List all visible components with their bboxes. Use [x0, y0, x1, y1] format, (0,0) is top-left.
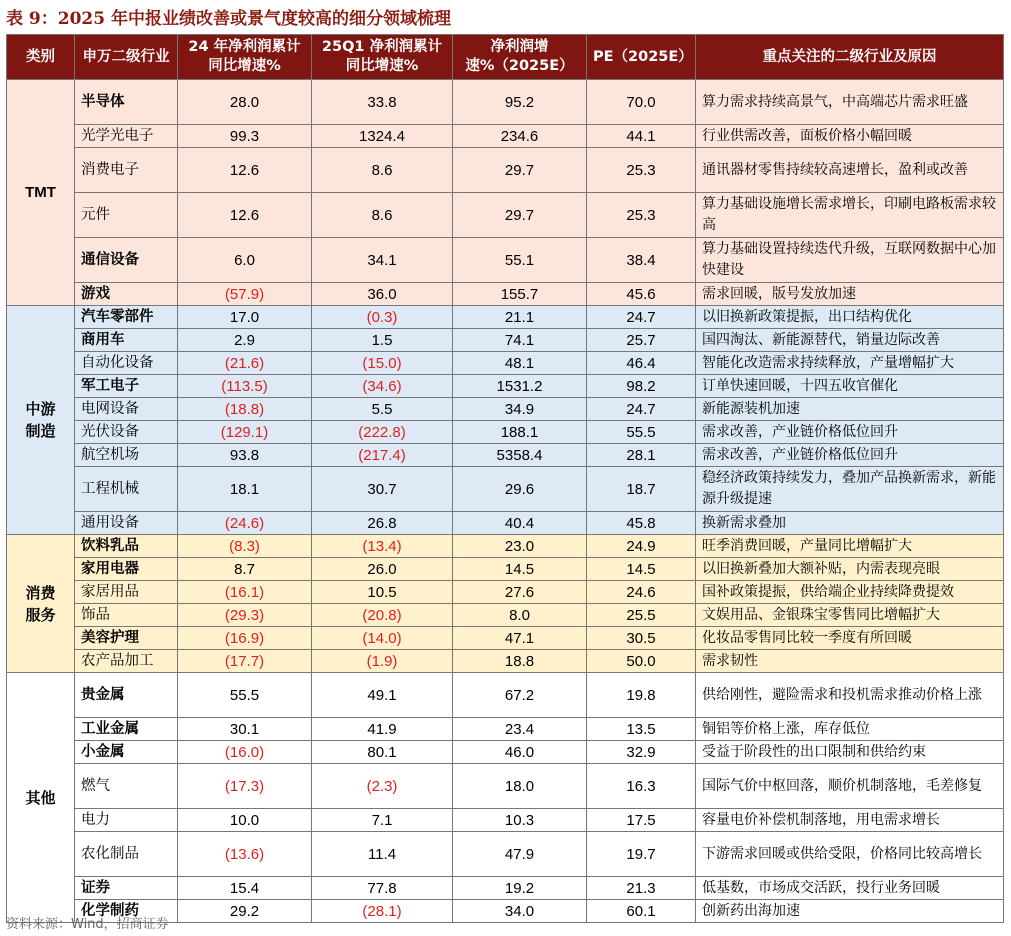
pe-2025e-cell: 98.2 [587, 375, 696, 398]
table-row [7, 398, 1004, 421]
table-row [7, 718, 1004, 741]
profit-growth-24-cell: (24.6) [178, 512, 312, 535]
profit-growth-24-cell: (129.1) [178, 421, 312, 444]
table-row [7, 512, 1004, 535]
pe-2025e-cell: 70.0 [587, 80, 696, 125]
table-row [7, 467, 1004, 512]
reason-cell: 以旧换新叠加大额补贴，内需表现亮眼 [696, 558, 1004, 581]
table-row [7, 352, 1004, 375]
reason-cell: 低基数，市场成交活跃，投行业务回暖 [696, 877, 1004, 900]
profit-growth-24-cell: (16.9) [178, 627, 312, 650]
profit-growth-25q1-cell: (222.8) [312, 421, 453, 444]
profit-growth-2025e-cell: 8.0 [453, 604, 587, 627]
profit-growth-25q1-cell: (1.9) [312, 650, 453, 673]
pe-2025e-cell: 16.3 [587, 764, 696, 809]
industry-cell: 工程机械 [75, 467, 178, 512]
profit-growth-24-cell: 30.1 [178, 718, 312, 741]
table-row [7, 148, 1004, 193]
profit-growth-25q1-cell: 1324.4 [312, 125, 453, 148]
table-row [7, 193, 1004, 238]
reason-cell: 受益于阶段性的出口限制和供给约束 [696, 741, 1004, 764]
reason-cell: 算力基础设施增长需求增长，印刷电路板需求较高 [696, 193, 1004, 238]
industry-cell: 工业金属 [75, 718, 178, 741]
pe-2025e-cell: 25.3 [587, 193, 696, 238]
reason-cell: 国补政策提振，供给端企业持续降费提效 [696, 581, 1004, 604]
profit-growth-2025e-cell: 18.8 [453, 650, 587, 673]
header-focus-reason: 重点关注的二级行业及原因 [696, 35, 1004, 80]
reason-cell: 算力基础设置持续迭代升级，互联网数据中心加快建设 [696, 238, 1004, 283]
pe-2025e-cell: 24.7 [587, 306, 696, 329]
profit-growth-24-cell: 10.0 [178, 809, 312, 832]
profit-growth-25q1-cell: (14.0) [312, 627, 453, 650]
industry-cell: 家用电器 [75, 558, 178, 581]
industry-cell: 证券 [75, 877, 178, 900]
profit-growth-24-cell: (16.0) [178, 741, 312, 764]
table-row [7, 283, 1004, 306]
category-cell-midstream-manufacturing: 中游制造 [7, 306, 75, 535]
profit-growth-2025e-cell: 27.6 [453, 581, 587, 604]
pe-2025e-cell: 25.5 [587, 604, 696, 627]
profit-growth-24-cell: 8.7 [178, 558, 312, 581]
profit-growth-25q1-cell: 8.6 [312, 148, 453, 193]
header-profit-growth-25q1: 25Q1 净利润累计同比增速% [312, 35, 453, 80]
profit-growth-24-cell: 93.8 [178, 444, 312, 467]
profit-growth-25q1-cell: (15.0) [312, 352, 453, 375]
table-row [7, 809, 1004, 832]
profit-growth-24-cell: 15.4 [178, 877, 312, 900]
industry-cell: 电网设备 [75, 398, 178, 421]
profit-growth-24-cell: (18.8) [178, 398, 312, 421]
table-row [7, 238, 1004, 283]
pe-2025e-cell: 19.8 [587, 673, 696, 718]
profit-growth-24-cell: 12.6 [178, 193, 312, 238]
profit-growth-2025e-cell: 18.0 [453, 764, 587, 809]
profit-growth-2025e-cell: 23.4 [453, 718, 587, 741]
industry-cell: 农化制品 [75, 832, 178, 877]
pe-2025e-cell: 28.1 [587, 444, 696, 467]
profit-growth-24-cell: (17.3) [178, 764, 312, 809]
profit-growth-24-cell: 29.2 [178, 900, 312, 923]
profit-growth-24-cell: 99.3 [178, 125, 312, 148]
industry-cell: 元件 [75, 193, 178, 238]
category-cell-consumer-services: 消费服务 [7, 535, 75, 673]
reason-cell: 新能源装机加速 [696, 398, 1004, 421]
pe-2025e-cell: 30.5 [587, 627, 696, 650]
industry-cell: 化学制药 [75, 900, 178, 923]
reason-cell: 容量电价补偿机制落地，用电需求增长 [696, 809, 1004, 832]
industry-cell: 商用车 [75, 329, 178, 352]
table-title: 表 9：2025 年中报业绩改善或景气度较高的细分领域梳理 [6, 9, 451, 29]
profit-growth-25q1-cell: (13.4) [312, 535, 453, 558]
industry-cell: 小金属 [75, 741, 178, 764]
pe-2025e-cell: 32.9 [587, 741, 696, 764]
table-row [7, 627, 1004, 650]
industry-cell: 军工电子 [75, 375, 178, 398]
reason-cell: 需求改善，产业链价格低位回升 [696, 421, 1004, 444]
pe-2025e-cell: 60.1 [587, 900, 696, 923]
profit-growth-2025e-cell: 19.2 [453, 877, 587, 900]
reason-cell: 国际气价中枢回落，顺价机制落地，毛差修复 [696, 764, 1004, 809]
table-row [7, 650, 1004, 673]
profit-growth-25q1-cell: 33.8 [312, 80, 453, 125]
profit-growth-24-cell: 2.9 [178, 329, 312, 352]
profit-growth-25q1-cell: (34.6) [312, 375, 453, 398]
table-row [7, 125, 1004, 148]
profit-growth-25q1-cell: 26.8 [312, 512, 453, 535]
profit-growth-2025e-cell: 29.6 [453, 467, 587, 512]
profit-growth-25q1-cell: 10.5 [312, 581, 453, 604]
reason-cell: 需求韧性 [696, 650, 1004, 673]
industry-cell: 美容护理 [75, 627, 178, 650]
profit-growth-25q1-cell: 34.1 [312, 238, 453, 283]
table-row [7, 444, 1004, 467]
profit-growth-2025e-cell: 74.1 [453, 329, 587, 352]
profit-growth-2025e-cell: 34.0 [453, 900, 587, 923]
industry-cell: 农产品加工 [75, 650, 178, 673]
profit-growth-25q1-cell: 7.1 [312, 809, 453, 832]
pe-2025e-cell: 38.4 [587, 238, 696, 283]
profit-growth-24-cell: (17.7) [178, 650, 312, 673]
profit-growth-2025e-cell: 10.3 [453, 809, 587, 832]
reason-cell: 行业供需改善，面板价格小幅回暖 [696, 125, 1004, 148]
profit-growth-25q1-cell: (0.3) [312, 306, 453, 329]
reason-cell: 订单快速回暖，十四五收官催化 [696, 375, 1004, 398]
profit-growth-2025e-cell: 46.0 [453, 741, 587, 764]
pe-2025e-cell: 24.7 [587, 398, 696, 421]
table-row [7, 421, 1004, 444]
industry-cell: 通用设备 [75, 512, 178, 535]
table-row [7, 80, 1004, 125]
table-row [7, 604, 1004, 627]
profit-growth-25q1-cell: 11.4 [312, 832, 453, 877]
table-body [7, 80, 1004, 923]
pe-2025e-cell: 45.6 [587, 283, 696, 306]
profit-growth-25q1-cell: 26.0 [312, 558, 453, 581]
profit-growth-25q1-cell: 30.7 [312, 467, 453, 512]
table-row [7, 764, 1004, 809]
profit-growth-2025e-cell: 40.4 [453, 512, 587, 535]
profit-growth-25q1-cell: 49.1 [312, 673, 453, 718]
reason-cell: 化妆品零售同比较一季度有所回暖 [696, 627, 1004, 650]
profit-growth-24-cell: (113.5) [178, 375, 312, 398]
profit-growth-2025e-cell: 21.1 [453, 306, 587, 329]
reason-cell: 铜铝等价格上涨，库存低位 [696, 718, 1004, 741]
reason-cell: 算力需求持续高景气，中高端芯片需求旺盛 [696, 80, 1004, 125]
category-cell-others: 其他 [7, 673, 75, 923]
header-profit-growth-24: 24 年净利润累计同比增速% [178, 35, 312, 80]
table-row [7, 877, 1004, 900]
profit-growth-2025e-cell: 29.7 [453, 193, 587, 238]
industry-cell: 消费电子 [75, 148, 178, 193]
profit-growth-2025e-cell: 47.9 [453, 832, 587, 877]
profit-growth-24-cell: (21.6) [178, 352, 312, 375]
industry-cell: 燃气 [75, 764, 178, 809]
profit-growth-2025e-cell: 155.7 [453, 283, 587, 306]
pe-2025e-cell: 46.4 [587, 352, 696, 375]
table-row [7, 741, 1004, 764]
reason-cell: 下游需求回暖或供给受限，价格同比较高增长 [696, 832, 1004, 877]
reason-cell: 稳经济政策持续发力，叠加产品换新需求，新能源升级提速 [696, 467, 1004, 512]
industry-cell: 光学光电子 [75, 125, 178, 148]
profit-growth-24-cell: 12.6 [178, 148, 312, 193]
table-row [7, 673, 1004, 718]
profit-growth-2025e-cell: 5358.4 [453, 444, 587, 467]
profit-growth-2025e-cell: 55.1 [453, 238, 587, 283]
sector-table [6, 34, 1004, 923]
reason-cell: 智能化改造需求持续释放，产量增幅扩大 [696, 352, 1004, 375]
profit-growth-25q1-cell: 5.5 [312, 398, 453, 421]
pe-2025e-cell: 25.3 [587, 148, 696, 193]
industry-cell: 光伏设备 [75, 421, 178, 444]
table-row [7, 375, 1004, 398]
profit-growth-2025e-cell: 29.7 [453, 148, 587, 193]
profit-growth-24-cell: 55.5 [178, 673, 312, 718]
profit-growth-25q1-cell: 1.5 [312, 329, 453, 352]
table-row [7, 832, 1004, 877]
industry-cell: 电力 [75, 809, 178, 832]
header-industry: 申万二级行业 [75, 35, 178, 80]
profit-growth-25q1-cell: 80.1 [312, 741, 453, 764]
profit-growth-2025e-cell: 48.1 [453, 352, 587, 375]
profit-growth-2025e-cell: 14.5 [453, 558, 587, 581]
pe-2025e-cell: 24.6 [587, 581, 696, 604]
pe-2025e-cell: 45.8 [587, 512, 696, 535]
industry-cell: 自动化设备 [75, 352, 178, 375]
reason-cell: 以旧换新政策提振，出口结构优化 [696, 306, 1004, 329]
header-profit-growth-2025e: 净利润增速%（2025E） [453, 35, 587, 80]
profit-growth-25q1-cell: 36.0 [312, 283, 453, 306]
profit-growth-2025e-cell: 1531.2 [453, 375, 587, 398]
industry-cell: 贵金属 [75, 673, 178, 718]
pe-2025e-cell: 44.1 [587, 125, 696, 148]
reason-cell: 文娱用品、金银珠宝零售同比增幅扩大 [696, 604, 1004, 627]
profit-growth-24-cell: 6.0 [178, 238, 312, 283]
header-row [7, 35, 1004, 80]
profit-growth-2025e-cell: 188.1 [453, 421, 587, 444]
source-note: 资料来源：Wind，招商证券 [6, 917, 169, 932]
profit-growth-2025e-cell: 23.0 [453, 535, 587, 558]
industry-cell: 通信设备 [75, 238, 178, 283]
profit-growth-24-cell: (29.3) [178, 604, 312, 627]
industry-cell: 饰品 [75, 604, 178, 627]
pe-2025e-cell: 50.0 [587, 650, 696, 673]
header-category: 类别 [7, 35, 75, 80]
industry-cell: 航空机场 [75, 444, 178, 467]
profit-growth-24-cell: 28.0 [178, 80, 312, 125]
profit-growth-2025e-cell: 67.2 [453, 673, 587, 718]
profit-growth-25q1-cell: 41.9 [312, 718, 453, 741]
profit-growth-24-cell: 17.0 [178, 306, 312, 329]
reason-cell: 供给刚性，避险需求和投机需求推动价格上涨 [696, 673, 1004, 718]
industry-cell: 家居用品 [75, 581, 178, 604]
profit-growth-24-cell: (13.6) [178, 832, 312, 877]
reason-cell: 需求改善，产业链价格低位回升 [696, 444, 1004, 467]
reason-cell: 创新药出海加速 [696, 900, 1004, 923]
pe-2025e-cell: 25.7 [587, 329, 696, 352]
profit-growth-25q1-cell: (217.4) [312, 444, 453, 467]
reason-cell: 通讯器材零售持续较高速增长，盈利或改善 [696, 148, 1004, 193]
pe-2025e-cell: 21.3 [587, 877, 696, 900]
table-row [7, 581, 1004, 604]
table-row [7, 535, 1004, 558]
profit-growth-25q1-cell: (20.8) [312, 604, 453, 627]
profit-growth-24-cell: 18.1 [178, 467, 312, 512]
industry-cell: 半导体 [75, 80, 178, 125]
pe-2025e-cell: 14.5 [587, 558, 696, 581]
profit-growth-25q1-cell: (28.1) [312, 900, 453, 923]
profit-growth-2025e-cell: 34.9 [453, 398, 587, 421]
profit-growth-25q1-cell: (2.3) [312, 764, 453, 809]
industry-cell: 饮料乳品 [75, 535, 178, 558]
pe-2025e-cell: 55.5 [587, 421, 696, 444]
pe-2025e-cell: 18.7 [587, 467, 696, 512]
reason-cell: 旺季消费回暖，产量同比增幅扩大 [696, 535, 1004, 558]
reason-cell: 国四淘汰、新能源替代，销量边际改善 [696, 329, 1004, 352]
table-row [7, 306, 1004, 329]
pe-2025e-cell: 13.5 [587, 718, 696, 741]
header-pe-2025e: PE（2025E） [587, 35, 696, 80]
reason-cell: 需求回暖，版号发放加速 [696, 283, 1004, 306]
profit-growth-24-cell: (57.9) [178, 283, 312, 306]
pe-2025e-cell: 17.5 [587, 809, 696, 832]
category-cell-tmt: TMT [7, 80, 75, 306]
profit-growth-2025e-cell: 47.1 [453, 627, 587, 650]
table-row [7, 558, 1004, 581]
profit-growth-25q1-cell: 8.6 [312, 193, 453, 238]
reason-cell: 换新需求叠加 [696, 512, 1004, 535]
profit-growth-24-cell: (16.1) [178, 581, 312, 604]
profit-growth-25q1-cell: 77.8 [312, 877, 453, 900]
profit-growth-2025e-cell: 234.6 [453, 125, 587, 148]
profit-growth-24-cell: (8.3) [178, 535, 312, 558]
profit-growth-2025e-cell: 95.2 [453, 80, 587, 125]
industry-cell: 汽车零部件 [75, 306, 178, 329]
pe-2025e-cell: 19.7 [587, 832, 696, 877]
pe-2025e-cell: 24.9 [587, 535, 696, 558]
industry-cell: 游戏 [75, 283, 178, 306]
table-row [7, 329, 1004, 352]
